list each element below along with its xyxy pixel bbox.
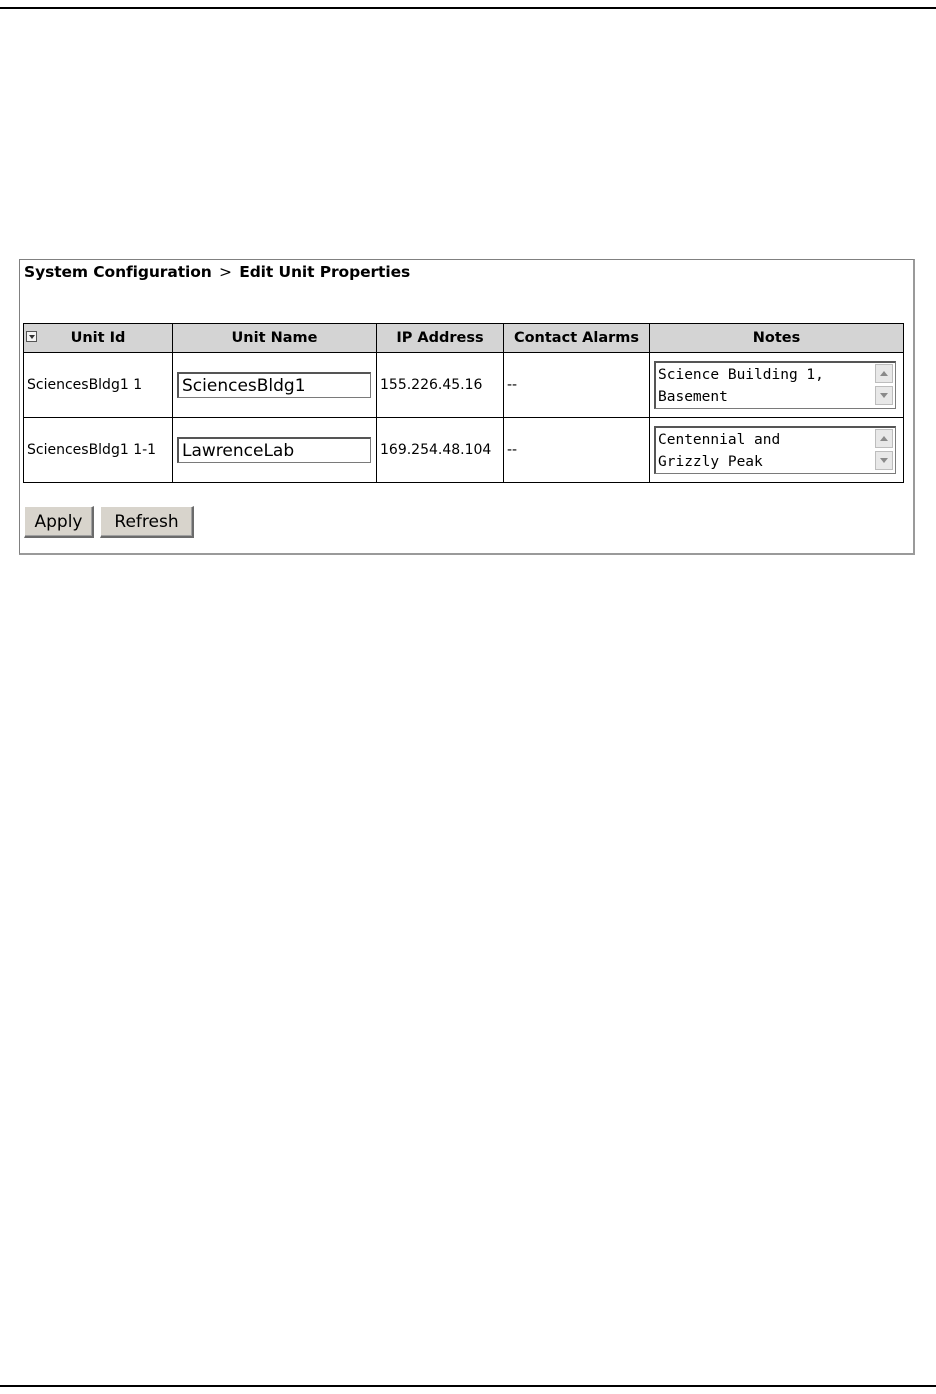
table-header-row	[24, 324, 904, 353]
scroll-up-arrow-icon[interactable]	[875, 364, 893, 383]
column-header-contact-alarms	[504, 324, 650, 353]
column-header-unit-name	[173, 324, 377, 353]
table-row	[24, 353, 904, 418]
column-header-ip-address	[377, 324, 504, 353]
breadcrumb-section: System Configuration	[24, 263, 212, 281]
apply-button[interactable]: Apply	[24, 506, 94, 538]
units-table	[23, 323, 904, 483]
table-row	[24, 418, 904, 483]
breadcrumb-separator: >	[219, 263, 232, 281]
notes-text: Science Building 1, Basement	[658, 367, 824, 405]
unit-name-input[interactable]	[177, 372, 371, 398]
bottom-page-rule	[0, 1385, 936, 1387]
column-header-notes	[650, 324, 904, 353]
breadcrumb	[24, 263, 410, 281]
column-header-label: Unit Id	[70, 330, 126, 346]
top-page-rule	[0, 7, 936, 9]
unit-name-input[interactable]	[177, 437, 371, 463]
scroll-up-arrow-icon[interactable]	[875, 429, 893, 448]
column-header-label: Contact Alarms	[513, 330, 640, 346]
unit-name-cell	[173, 353, 377, 418]
contact-alarms-cell: --	[504, 353, 650, 418]
notes-textarea[interactable]	[654, 426, 896, 474]
unit-id-cell: SciencesBldg1 1	[24, 353, 173, 418]
column-toggle-icon[interactable]	[26, 331, 37, 342]
scroll-down-arrow-icon[interactable]	[875, 451, 893, 470]
notes-textarea[interactable]	[654, 361, 896, 409]
ip-address-cell: 169.254.48.104	[377, 418, 504, 483]
notes-cell	[650, 418, 904, 483]
refresh-button[interactable]: Refresh	[100, 506, 194, 538]
column-header-label: Unit Name	[231, 330, 318, 346]
unit-name-cell	[173, 418, 377, 483]
unit-id-cell: SciencesBldg1 1-1	[24, 418, 173, 483]
notes-cell	[650, 353, 904, 418]
edit-unit-properties-panel	[19, 259, 915, 555]
column-header-label: IP Address	[396, 330, 484, 346]
breadcrumb-page: Edit Unit Properties	[239, 263, 411, 281]
contact-alarms-cell: --	[504, 418, 650, 483]
column-header-unit-id	[24, 324, 173, 353]
ip-address-cell: 155.226.45.16	[377, 353, 504, 418]
notes-text: Centennial and Grizzly Peak	[658, 432, 781, 470]
column-header-label: Notes	[752, 330, 801, 346]
scroll-down-arrow-icon[interactable]	[875, 386, 893, 405]
